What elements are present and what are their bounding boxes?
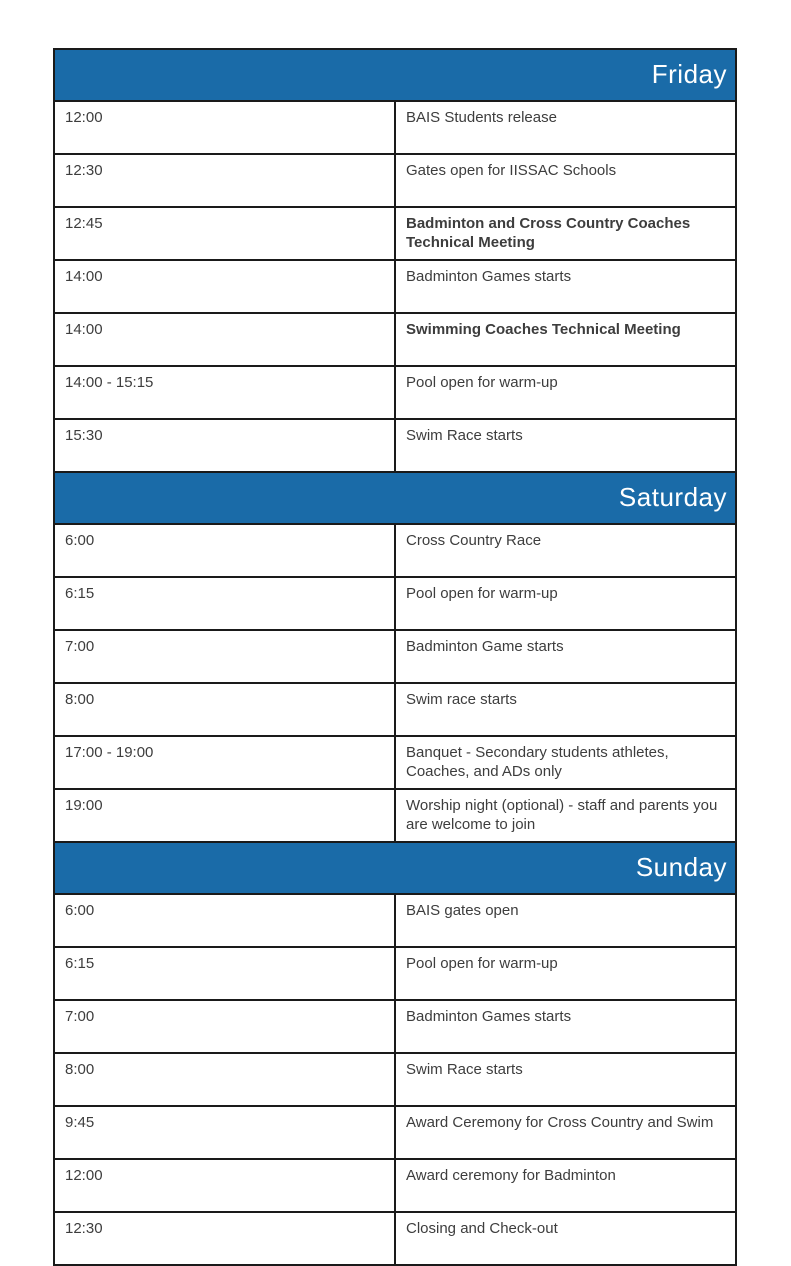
day-header-row [54, 472, 736, 524]
table-row [54, 947, 736, 1000]
table-row [54, 630, 736, 683]
time-cell: 14:00 [54, 313, 395, 366]
time-cell: 12:45 [54, 207, 395, 260]
event-cell: BAIS gates open [395, 894, 736, 947]
day-header-row [54, 842, 736, 894]
day-header-label: Sunday [54, 842, 736, 894]
table-row [54, 313, 736, 366]
table-row [54, 1106, 736, 1159]
time-cell: 7:00 [54, 1000, 395, 1053]
table-row [54, 894, 736, 947]
day-header-label: Saturday [54, 472, 736, 524]
time-cell: 6:00 [54, 524, 395, 577]
time-cell: 17:00 - 19:00 [54, 736, 395, 789]
time-cell: 14:00 - 15:15 [54, 366, 395, 419]
event-cell: Gates open for IISSAC Schools [395, 154, 736, 207]
event-cell: Award ceremony for Badminton [395, 1159, 736, 1212]
event-cell: Worship night (optional) - staff and parents you are welcome to join [395, 789, 736, 842]
table-row [54, 1159, 736, 1212]
schedule-table-body [54, 49, 736, 1265]
table-row [54, 260, 736, 313]
time-cell: 12:30 [54, 1212, 395, 1265]
table-row [54, 789, 736, 842]
event-cell: Badminton Game starts [395, 630, 736, 683]
table-row [54, 101, 736, 154]
event-cell: Swimming Coaches Technical Meeting [395, 313, 736, 366]
table-row [54, 1053, 736, 1106]
event-cell: Pool open for warm-up [395, 366, 736, 419]
event-cell: Cross Country Race [395, 524, 736, 577]
table-row [54, 683, 736, 736]
table-row [54, 154, 736, 207]
time-cell: 15:30 [54, 419, 395, 472]
time-cell: 6:00 [54, 894, 395, 947]
time-cell: 12:30 [54, 154, 395, 207]
table-row [54, 736, 736, 789]
time-cell: 12:00 [54, 1159, 395, 1212]
event-cell: Closing and Check-out [395, 1212, 736, 1265]
day-header-label: Friday [54, 49, 736, 101]
event-cell: BAIS Students release [395, 101, 736, 154]
table-row [54, 577, 736, 630]
event-cell: Swim Race starts [395, 419, 736, 472]
time-cell: 19:00 [54, 789, 395, 842]
table-row [54, 207, 736, 260]
time-cell: 6:15 [54, 577, 395, 630]
day-header-row [54, 49, 736, 101]
event-cell: Banquet - Secondary students athletes, Coaches, and ADs only [395, 736, 736, 789]
event-cell: Badminton and Cross Country Coaches Technical Meeting [395, 207, 736, 260]
event-cell: Swim Race starts [395, 1053, 736, 1106]
event-cell: Award Ceremony for Cross Country and Swim [395, 1106, 736, 1159]
event-cell: Pool open for warm-up [395, 947, 736, 1000]
event-cell: Badminton Games starts [395, 1000, 736, 1053]
event-cell: Pool open for warm-up [395, 577, 736, 630]
time-cell: 8:00 [54, 1053, 395, 1106]
time-cell: 14:00 [54, 260, 395, 313]
table-row [54, 524, 736, 577]
event-cell: Swim race starts [395, 683, 736, 736]
time-cell: 8:00 [54, 683, 395, 736]
table-row [54, 1000, 736, 1053]
table-row [54, 366, 736, 419]
event-cell: Badminton Games starts [395, 260, 736, 313]
time-cell: 7:00 [54, 630, 395, 683]
table-row [54, 1212, 736, 1265]
time-cell: 9:45 [54, 1106, 395, 1159]
time-cell: 6:15 [54, 947, 395, 1000]
time-cell: 12:00 [54, 101, 395, 154]
table-row [54, 419, 736, 472]
schedule-table [53, 48, 737, 1266]
